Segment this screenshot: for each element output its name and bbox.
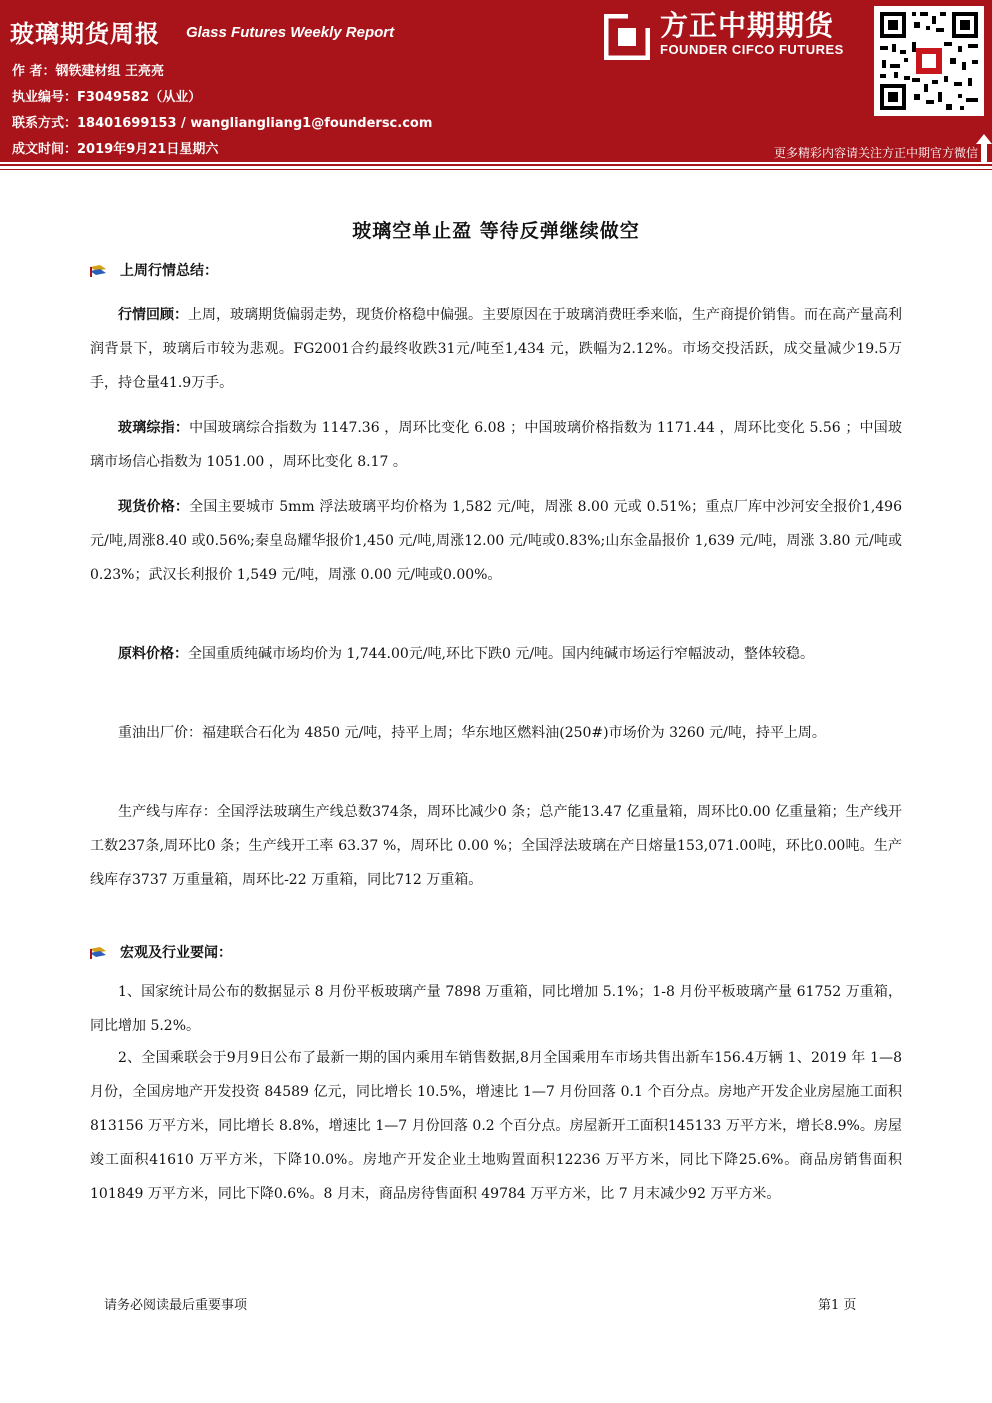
paragraph-heavy-oil <box>90 716 902 750</box>
date-value: 2019年9月21日星期六 <box>77 142 219 157</box>
license-row <box>12 86 201 105</box>
brand-name-en: FOUNDER CIFCO FUTURES <box>660 42 844 57</box>
paragraph-text: 1、国家统计局公布的数据显示 8 月份平板玻璃产量 7898 万重箱，同比增加 5.1%；1-8 月份平板玻璃产量 61752 万重箱，同比增加 5.2%。 <box>90 984 902 1034</box>
paragraph-text: 生产线与库存：全国浮法玻璃生产线总数374条，周环比减少0 条；总产能13.47 亿重量箱，周环比0.00 亿重量箱；生产线开工数237条,周环比0 条；生产线开工率 63.37 %，周环比 0.00 %；全国浮法玻璃在产日熔量153,071.00吨，环比0.00吨。生产线库存3737 万重量箱，周环比-22 万重箱，同比712 万重箱。 <box>90 804 902 888</box>
license-label: 执业编号： <box>12 90 78 105</box>
section-heading-text: 上周行情总结： <box>120 263 218 279</box>
paragraph-lead: 现货价格： <box>118 499 190 515</box>
paragraph-news-2 <box>90 1041 902 1211</box>
paragraph-market-review <box>90 298 902 400</box>
founder-logo-icon <box>604 14 650 60</box>
section-heading-text: 宏观及行业要闻： <box>120 945 232 961</box>
author-value: 钢铁建材组 王亮亮 <box>55 64 165 79</box>
paragraph-production-lines <box>90 795 902 897</box>
bullet-flag-icon <box>90 947 106 959</box>
section-heading-weekly-summary <box>90 260 218 280</box>
header-divider <box>0 164 992 166</box>
main-title: 玻璃空单止盈 等待反弹继续做空 <box>352 220 640 242</box>
follow-wechat-text: 更多精彩内容请关注方正中期官方微信 <box>773 146 978 160</box>
paragraph-text: 重油出厂价：福建联合石化为 4850 元/吨，持平上周；华东地区燃料油(250#)市场价为 3260 元/吨，持平上周。 <box>118 725 826 741</box>
paragraph-raw-material <box>90 637 902 671</box>
paragraph-glass-index <box>90 411 902 479</box>
paragraph-text: 全国重质纯碱市场均价为 1,744.00元/吨,环比下跌0 元/吨。国内纯碱市场运行窄幅波动，整体较稳。 <box>188 646 815 662</box>
paragraph-lead: 玻璃综指： <box>118 420 190 436</box>
contact-row <box>12 112 432 131</box>
section-heading-macro-news <box>90 942 232 962</box>
footer-notice: 请务必阅读最后重要事项 <box>104 1298 248 1313</box>
author-row <box>12 60 164 79</box>
bullet-flag-icon <box>90 265 106 277</box>
contact-label: 联系方式： <box>12 116 78 131</box>
license-value: F3049582（从业） <box>77 90 202 105</box>
brand-name-cn: 方正中期期货 <box>660 9 835 42</box>
paragraph-text: 上周，玻璃期货偏弱走势，现货价格稳中偏强。主要原因在于玻璃消费旺季来临，生产商提价销售。而在高产量高利润背景下，玻璃后市较为悲观。FG2001合约最终收跌31元/吨至1,434 元，跌幅为2.12%。市场交投活跃，成交量减少19.5万手，持仓量41.9万手。 <box>90 307 902 391</box>
report-title: 玻璃期货周报 <box>10 20 160 48</box>
paragraph-spot-price <box>90 490 902 592</box>
qr-code-icon[interactable] <box>874 6 984 116</box>
paragraph-text: 中国玻璃综合指数为 1147.36 ，周环比变化 6.08 ；中国玻璃价格指数为 1171.44 ，周环比变化 5.56 ；中国玻璃市场信心指数为 1051.00 ，周环比变化 8.17 。 <box>90 420 902 470</box>
report-title-en: Glass Futures Weekly Report <box>186 24 395 41</box>
paragraph-text: 2、全国乘联会于9月9日公布了最新一期的国内乘用车销售数据,8月全国乘用车市场共售出新车156.4万辆 1、2019 年 1—8 月份，全国房地产开发投资 84589 亿元，同比增长 10.5%，增速比 1—7 月份回落 0.1 个百分点。房地产开发企业房屋施工面积 813156 万平方米，同比增长 8.8%，增速比 1—7 月份回落 0.2 个百分点。房屋新开工面积145133 万平方米，增长8.9%。房屋竣工面积41610 万平方米，下降10.0%。房地产开发企业土地购置面积12236 万平方米，同比下降25.6%。商品房销售面积101849 万平方米，同比下降0.6%。8 月末，商品房待售面积 49784 万平方米，比 7 月末减少92 万平方米。 <box>90 1050 902 1202</box>
date-label: 成文时间： <box>12 142 78 157</box>
footer-page-number: 第1 页 <box>818 1298 857 1313</box>
paragraph-news-1 <box>90 975 902 1043</box>
author-label: 作 者： <box>12 64 56 79</box>
paragraph-lead: 行情回顾： <box>118 307 188 323</box>
contact-value[interactable]: 18401699153 / wangliangliang1@foundersc.com <box>77 116 433 131</box>
date-row <box>12 138 218 157</box>
paragraph-lead: 原料价格： <box>118 646 188 662</box>
arrow-up-icon <box>976 134 992 162</box>
report-header <box>0 0 992 162</box>
header-divider-thin <box>0 169 992 170</box>
paragraph-text: 全国主要城市 5mm 浮法玻璃平均价格为 1,582 元/吨，周涨 8.00 元或 0.51%；重点厂库中沙河安全报价1,496 元/吨,周涨8.40 或0.56%;秦皇岛耀华报价1,450 元/吨,周涨12.00 元/吨或0.83%;山东金晶报价 1,639 元/吨，周涨 3.80 元/吨或 0.23%；武汉长利报价 1,549 元/吨，周涨 0.00 元/吨或0.00%。 <box>90 499 902 583</box>
